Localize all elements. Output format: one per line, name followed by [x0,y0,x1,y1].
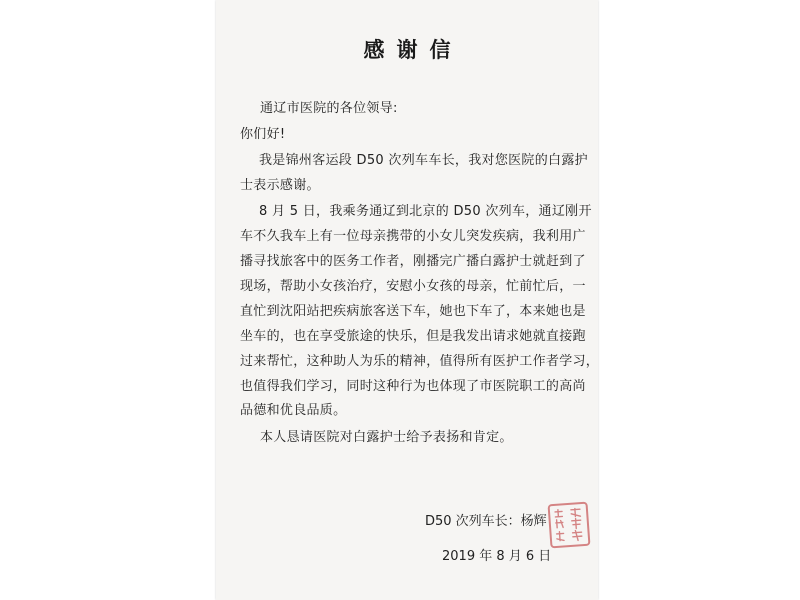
letter-body-line: 坐车的，也在享受旅途的快乐，但是我发出请求她就直接跑 [240,329,586,344]
letter-body-line: 直忙到沈阳站把疾病旅客送下车，她也下车了，本来她也是 [240,304,586,319]
letter-body-line: 本人恳请医院对白露护士给予表扬和肯定。 [260,430,513,445]
letter-signature: D50 次列车长：杨辉 [425,514,547,529]
letter-page [216,0,598,600]
letter-body-line: 播寻找旅客中的医务工作者，刚播完广播白露护士就赶到了 [240,254,586,269]
letter-date: 2019 年 8 月 6 日 [442,549,552,564]
letter-greeting: 你们好! [240,127,286,142]
letter-body-line: 我是锦州客运段 D50 次列车车长，我对您医院的白露护 [259,153,588,168]
letter-body-line: 现场，帮助小女孩治疗，安慰小女孩的母亲，忙前忙后，一 [240,279,586,294]
letter-body-line: 品德和优良品质。 [240,403,347,418]
letter-body-line: 士表示感谢。 [240,178,320,193]
letter-salutation: 通辽市医院的各位领导: [260,101,398,116]
letter-body-line: 也值得我们学习，同时这种行为也体现了市医院职工的高尚 [240,379,586,394]
letter-body-line: 过来帮忙，这种助人为乐的精神，值得所有医护工作者学习， [240,354,600,369]
letter-body-line: 车不久我车上有一位母亲携带的小女儿突发疾病，我利用广 [240,229,586,244]
letter-body-line: 8 月 5 日，我乘务通辽到北京的 D50 次列车，通辽刚开 [259,204,592,219]
seal-glyph-marks [550,504,589,546]
letter-title: 感谢信 [363,37,463,62]
personal-seal-stamp [548,502,591,549]
